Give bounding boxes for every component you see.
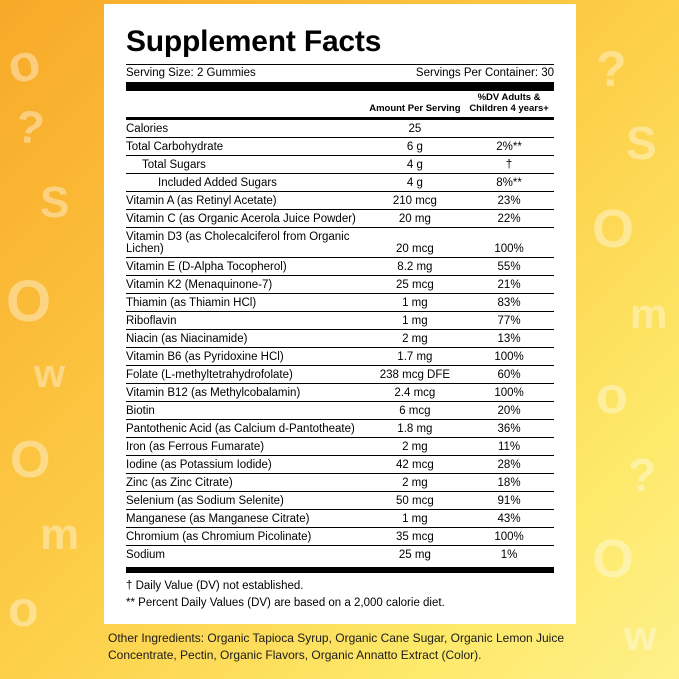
nutrient-amount: 25 mg [366, 546, 464, 564]
nutrient-daily-value: 100% [464, 384, 554, 402]
decor-glyph: O [10, 431, 51, 489]
table-row [126, 138, 554, 156]
decor-glyph: o [2, 32, 46, 96]
table-row [126, 258, 554, 276]
nutrient-amount: 2.4 mcg [366, 384, 464, 402]
table-row [126, 456, 554, 474]
nutrient-daily-value: † [464, 156, 554, 174]
nutrient-name: Total Carbohydrate [126, 138, 366, 156]
nutrient-daily-value: 28% [464, 456, 554, 474]
decor-glyph: w [34, 352, 66, 396]
nutrient-daily-value [464, 119, 554, 138]
header-amount-per-serving: Amount Per Serving [369, 102, 461, 114]
nutrient-amount: 238 mcg DFE [366, 366, 464, 384]
decor-glyph: o [8, 581, 39, 637]
nutrient-name: Niacin (as Niacinamide) [126, 330, 366, 348]
nutrient-name: Chromium (as Chromium Picolinate) [126, 528, 366, 546]
table-row [126, 156, 554, 174]
nutrient-name: Zinc (as Zinc Citrate) [126, 474, 366, 492]
supplement-facts-panel [104, 4, 576, 624]
nutrient-amount: 1.7 mg [366, 348, 464, 366]
nutrient-amount: 210 mcg [366, 192, 464, 210]
table-row [126, 294, 554, 312]
nutrient-amount: 20 mg [366, 210, 464, 228]
decor-glyph: S [626, 117, 657, 169]
decor-glyph: O [6, 269, 52, 334]
nutrient-name: Vitamin D3 (as Cholecalciferol from Organic Lichen) [126, 228, 366, 258]
nutrient-amount: 25 [366, 119, 464, 138]
footnote-stars: ** Percent Daily Values (DV) are based on a 2,000 calorie diet. [126, 597, 445, 610]
nutrient-name: Iodine (as Potassium Iodide) [126, 456, 366, 474]
decor-glyph: o [596, 367, 628, 425]
nutrient-amount: 1.8 mg [366, 420, 464, 438]
nutrient-name: Calories [126, 119, 366, 138]
table-row [126, 119, 554, 138]
header-percent-dv: %DV Adults & Children 4 years+ [469, 92, 549, 114]
nutrient-name: Iron (as Ferrous Fumarate) [126, 438, 366, 456]
nutrient-name: Riboflavin [126, 312, 366, 330]
nutrient-name: Folate (L-methyltetrahydrofolate) [126, 366, 366, 384]
decor-glyph: m [630, 290, 668, 337]
nutrient-daily-value: 55% [464, 258, 554, 276]
nutrient-daily-value: 22% [464, 210, 554, 228]
nutrient-amount: 42 mcg [366, 456, 464, 474]
nutrient-amount: 25 mcg [366, 276, 464, 294]
table-row [126, 192, 554, 210]
table-row [126, 510, 554, 528]
nutrient-name: Included Added Sugars [126, 174, 366, 192]
nutrient-amount: 1 mg [366, 510, 464, 528]
table-row [126, 366, 554, 384]
nutrient-amount: 20 mcg [366, 228, 464, 258]
table-row [126, 402, 554, 420]
nutrient-name: Vitamin B6 (as Pyridoxine HCl) [126, 348, 366, 366]
nutrient-daily-value: 23% [464, 192, 554, 210]
decor-glyph: O [592, 529, 635, 589]
decor-glyph: ? [628, 449, 657, 501]
nutrient-daily-value: 36% [464, 420, 554, 438]
nutrient-amount: 50 mcg [366, 492, 464, 510]
nutrient-name: Vitamin K2 (Menaquinone-7) [126, 276, 366, 294]
nutrient-name: Vitamin C (as Organic Acerola Juice Powder) [126, 210, 366, 228]
nutrient-daily-value: 100% [464, 228, 554, 258]
table-row [126, 420, 554, 438]
nutrient-amount: 1 mg [366, 312, 464, 330]
serving-size: Serving Size: 2 Gummies [126, 66, 256, 79]
other-ingredients: Other Ingredients: Organic Tapioca Syrup, Organic Cane Sugar, Organic Lemon Juice Concentrate, Pectin, Organic Flavors, Organic Annatto Extract (Color). [108, 631, 565, 663]
nutrient-amount: 2 mg [366, 474, 464, 492]
decor-glyph: ? [596, 41, 627, 97]
nutrient-daily-value: 91% [464, 492, 554, 510]
nutrient-amount: 6 mcg [366, 402, 464, 420]
nutrient-name: Vitamin B12 (as Methylcobalamin) [126, 384, 366, 402]
nutrient-amount: 4 g [366, 156, 464, 174]
decor-glyph: m [40, 510, 80, 559]
table-row [126, 174, 554, 192]
nutrient-daily-value: 21% [464, 276, 554, 294]
table-row [126, 492, 554, 510]
decor-glyph: S [40, 178, 70, 227]
table-row [126, 276, 554, 294]
table-row [126, 546, 554, 564]
nutrient-name: Vitamin E (D-Alpha Tocopherol) [126, 258, 366, 276]
table-row [126, 438, 554, 456]
nutrient-daily-value: 1% [464, 546, 554, 564]
nutrient-daily-value: 8%** [464, 174, 554, 192]
serving-info-row [126, 65, 554, 82]
decor-glyph: w [624, 612, 657, 659]
nutrient-amount: 6 g [366, 138, 464, 156]
table-row [126, 312, 554, 330]
nutrient-daily-value: 60% [464, 366, 554, 384]
table-header-row [126, 91, 554, 119]
nutrient-daily-value: 13% [464, 330, 554, 348]
nutrient-name: Vitamin A (as Retinyl Acetate) [126, 192, 366, 210]
table-row [126, 384, 554, 402]
footnotes [126, 573, 554, 611]
nutrient-amount: 35 mcg [366, 528, 464, 546]
nutrient-amount: 1 mg [366, 294, 464, 312]
nutrient-daily-value: 100% [464, 348, 554, 366]
nutrient-daily-value: 11% [464, 438, 554, 456]
table-row [126, 474, 554, 492]
nutrient-amount: 4 g [366, 174, 464, 192]
nutrient-name: Manganese (as Manganese Citrate) [126, 510, 366, 528]
nutrient-name: Sodium [126, 546, 366, 564]
nutrient-name: Total Sugars [126, 156, 366, 174]
nutrient-daily-value: 100% [464, 528, 554, 546]
header-divider [126, 82, 554, 91]
nutrient-daily-value: 20% [464, 402, 554, 420]
decor-glyph: O [592, 199, 635, 259]
nutrient-name: Biotin [126, 402, 366, 420]
nutrient-name: Thiamin (as Thiamin HCl) [126, 294, 366, 312]
table-row [126, 210, 554, 228]
nutrient-daily-value: 2%** [464, 138, 554, 156]
nutrient-amount: 2 mg [366, 330, 464, 348]
table-row [126, 348, 554, 366]
nutrient-name: Pantothenic Acid (as Calcium d-Pantotheate) [126, 420, 366, 438]
table-row [126, 528, 554, 546]
nutrient-daily-value: 18% [464, 474, 554, 492]
nutrient-daily-value: 43% [464, 510, 554, 528]
table-row [126, 330, 554, 348]
nutrient-daily-value: 83% [464, 294, 554, 312]
page-title: Supplement Facts [126, 25, 382, 58]
table-row [126, 228, 554, 258]
nutrition-table [126, 91, 554, 564]
decor-glyph: ? [12, 99, 48, 155]
header-blank [126, 91, 366, 119]
nutrient-amount: 2 mg [366, 438, 464, 456]
nutrient-amount: 8.2 mg [366, 258, 464, 276]
servings-per-container: Servings Per Container: 30 [415, 66, 554, 79]
nutrient-daily-value: 77% [464, 312, 554, 330]
footnote-dagger: † Daily Value (DV) not established. [126, 580, 304, 593]
nutrient-name: Selenium (as Sodium Selenite) [126, 492, 366, 510]
